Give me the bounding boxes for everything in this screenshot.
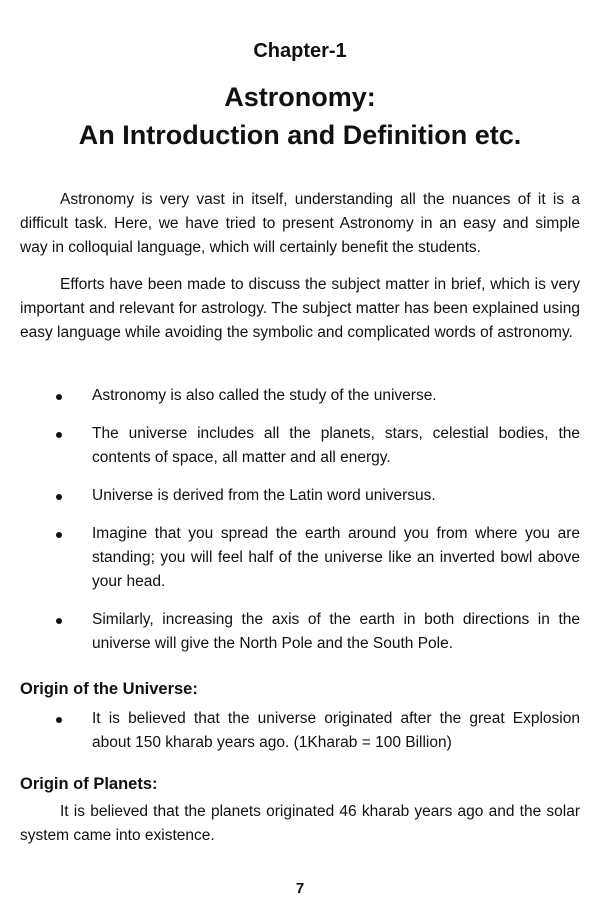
- list-item-text: The universe includes all the planets, stars, celestial bodies, the contents of space, all matter and all energy.: [92, 425, 580, 466]
- list-item: [20, 422, 580, 470]
- list-item: [20, 384, 580, 408]
- list-item: [20, 484, 580, 508]
- origin-universe-list: [20, 707, 580, 755]
- chapter-label: Chapter-1: [253, 40, 347, 62]
- bullet-icon: [56, 494, 62, 500]
- intro-paragraph: Astronomy is very vast in itself, understanding all the nuances of it is a difficult task. Here, we have tried to present Astronomy in an easy and simple way in colloquial language, which will certainly benefit the students.: [20, 191, 580, 256]
- list-item-text: Imagine that you spread the earth around you from where you are standing; you will feel half of the universe like an inverted bowl above your head.: [92, 525, 580, 590]
- bullet-icon: [56, 432, 62, 438]
- list-item: [20, 608, 580, 656]
- chapter-title-line-1: Astronomy:: [224, 82, 376, 112]
- bullet-icon: [56, 717, 62, 723]
- bullet-icon: [56, 618, 62, 624]
- intro-paragraph: Efforts have been made to discuss the subject matter in brief, which is very important and relevant for astrology. The subject matter has been explained using easy language while avoiding the symbolic and complicated words of astronomy.: [20, 276, 580, 341]
- list-item-text: Similarly, increasing the axis of the earth in both directions in the universe will give the North Pole and the South Pole.: [92, 611, 580, 652]
- list-item-text: Astronomy is also called the study of the universe.: [92, 387, 437, 404]
- bullet-icon: [56, 532, 62, 538]
- universe-facts-list: [20, 384, 580, 670]
- list-item-text: It is believed that the universe originated after the great Explosion about 150 kharab years ago. (1Kharab = 100 Billion): [92, 710, 580, 751]
- section-heading-origin-planets: Origin of Planets:: [20, 775, 158, 793]
- bullet-icon: [56, 394, 62, 400]
- chapter-title-line-2: An Introduction and Definition etc.: [78, 120, 522, 150]
- list-item: [20, 522, 580, 594]
- page-number: 7: [295, 880, 305, 897]
- section-heading-origin-universe: Origin of the Universe:: [20, 680, 198, 698]
- list-item: [20, 707, 580, 755]
- list-item-text: Universe is derived from the Latin word universus.: [92, 487, 436, 504]
- origin-planets-paragraph: It is believed that the planets originated 46 kharab years ago and the solar system came into existence.: [20, 803, 580, 844]
